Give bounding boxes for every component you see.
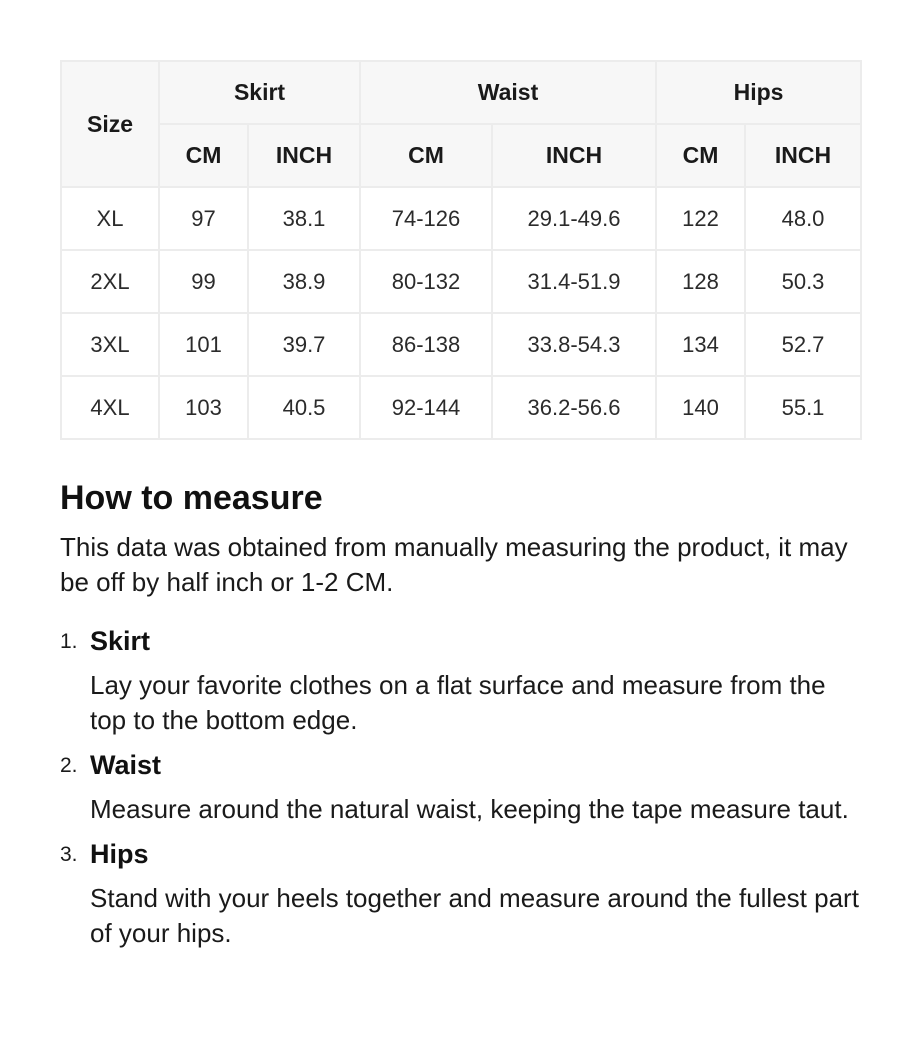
section-title: How to measure xyxy=(60,479,323,517)
cell-waist-inch: 33.8-54.3 xyxy=(492,313,656,376)
cell-waist-inch: 31.4-51.9 xyxy=(492,250,656,313)
list-item xyxy=(60,622,860,738)
size-chart-table xyxy=(60,60,862,440)
cell-waist-cm: 80-132 xyxy=(360,250,492,313)
header-group-skirt: Skirt xyxy=(159,61,360,124)
header-unit: INCH xyxy=(492,124,656,187)
measure-intro: This data was obtained from manually measuring the product, it may be off by half inch or 1-2 CM. xyxy=(60,532,848,597)
list-item xyxy=(60,835,860,951)
cell-skirt-inch: 40.5 xyxy=(248,376,360,439)
cell-skirt-cm: 99 xyxy=(159,250,248,313)
table-row xyxy=(61,250,861,313)
header-unit: CM xyxy=(656,124,745,187)
cell-waist-inch: 29.1-49.6 xyxy=(492,187,656,250)
step-title: Waist xyxy=(90,750,162,780)
cell-size: 3XL xyxy=(61,313,159,376)
cell-waist-cm: 74-126 xyxy=(360,187,492,250)
cell-skirt-inch: 39.7 xyxy=(248,313,360,376)
cell-hips-inch: 48.0 xyxy=(745,187,861,250)
step-title: Hips xyxy=(90,839,149,869)
cell-skirt-cm: 101 xyxy=(159,313,248,376)
header-unit: INCH xyxy=(745,124,861,187)
header-group-hips: Hips xyxy=(656,61,861,124)
cell-waist-inch: 36.2-56.6 xyxy=(492,376,656,439)
table-row xyxy=(61,313,861,376)
step-description: Stand with your heels together and measure around the fullest part of your hips. xyxy=(90,883,859,948)
header-group-waist: Waist xyxy=(360,61,656,124)
cell-skirt-cm: 103 xyxy=(159,376,248,439)
cell-waist-cm: 92-144 xyxy=(360,376,492,439)
header-row-groups xyxy=(61,61,861,124)
header-unit: INCH xyxy=(248,124,360,187)
cell-hips-inch: 55.1 xyxy=(745,376,861,439)
table-row xyxy=(61,187,861,250)
step-description: Lay your favorite clothes on a flat surface and measure from the top to the bottom edge. xyxy=(90,670,826,735)
cell-waist-cm: 86-138 xyxy=(360,313,492,376)
header-size: Size xyxy=(61,61,159,187)
step-number: 1. xyxy=(60,630,78,653)
cell-skirt-inch: 38.9 xyxy=(248,250,360,313)
cell-hips-cm: 134 xyxy=(656,313,745,376)
table-row xyxy=(61,376,861,439)
header-unit: CM xyxy=(159,124,248,187)
measure-steps-list xyxy=(60,622,860,951)
cell-skirt-inch: 38.1 xyxy=(248,187,360,250)
header-unit: CM xyxy=(360,124,492,187)
step-title: Skirt xyxy=(90,626,151,656)
cell-hips-cm: 128 xyxy=(656,250,745,313)
list-item xyxy=(60,746,860,827)
cell-hips-inch: 52.7 xyxy=(745,313,861,376)
step-number: 2. xyxy=(60,754,78,777)
cell-size: 4XL xyxy=(61,376,159,439)
cell-hips-cm: 122 xyxy=(656,187,745,250)
cell-hips-cm: 140 xyxy=(656,376,745,439)
step-number: 3. xyxy=(60,843,78,866)
cell-size: XL xyxy=(61,187,159,250)
cell-skirt-cm: 97 xyxy=(159,187,248,250)
cell-hips-inch: 50.3 xyxy=(745,250,861,313)
step-description: Measure around the natural waist, keeping the tape measure taut. xyxy=(90,794,849,824)
header-row-units xyxy=(61,124,861,187)
cell-size: 2XL xyxy=(61,250,159,313)
